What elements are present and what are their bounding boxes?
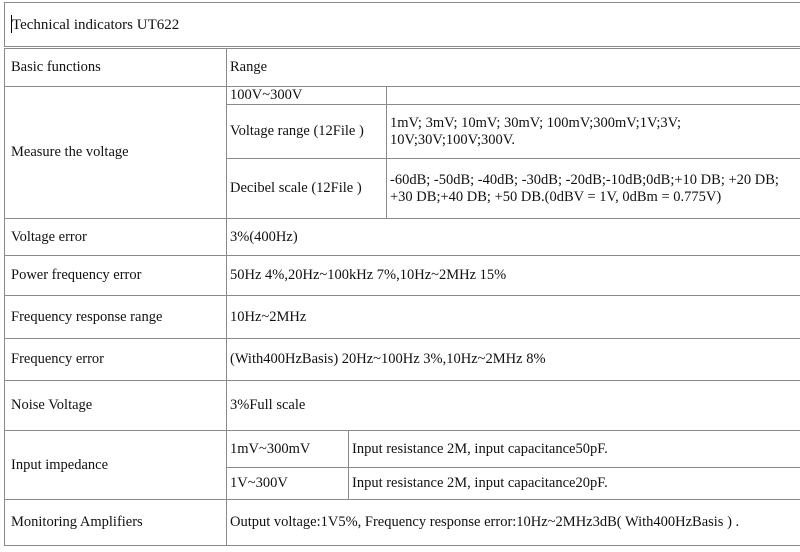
spec-table — [4, 48, 800, 546]
table-row — [5, 256, 800, 296]
sub-label: Voltage range (12File ) — [227, 105, 387, 159]
document-title: Technical indicators UT622 — [12, 17, 180, 33]
sub-label: 1V~300V — [227, 468, 349, 500]
row-value: 100V~300V — [227, 87, 387, 105]
row-value: 50Hz 4%,20Hz~100kHz 7%,10Hz~2MHz 15% — [227, 256, 800, 296]
row-value: 1mV; 3mV; 10mV; 30mV; 100mV;300mV;1V;3V; 10V;30V;100V;300V. — [387, 105, 800, 159]
sub-label: Decibel scale (12File ) — [227, 159, 387, 219]
table-row — [5, 431, 800, 468]
table-row — [5, 339, 800, 381]
row-label: Basic functions — [5, 49, 227, 87]
row-label: Power frequency error — [5, 256, 227, 296]
row-label: Input impedance — [5, 431, 227, 500]
row-label: Frequency response range — [5, 296, 227, 339]
table-row — [5, 381, 800, 431]
row-value: Range — [227, 49, 800, 87]
table-row — [5, 87, 800, 105]
table-row — [5, 219, 800, 256]
row-value: -60dB; -50dB; -40dB; -30dB; -20dB;-10dB;0dB;+10 DB; +20 DB; +30 DB;+40 DB; +50 DB.(0dBV = 1V, 0dBm = 0.775V) — [387, 159, 800, 219]
table-row — [5, 296, 800, 339]
row-value: (With400HzBasis) 20Hz~100Hz 3%,10Hz~2MHz 8% — [227, 339, 800, 381]
row-value: Input resistance 2M, input capacitance20pF. — [349, 468, 800, 500]
table-row — [5, 49, 800, 87]
title-box — [4, 2, 800, 47]
row-label: Measure the voltage — [5, 87, 227, 219]
row-label: Monitoring Amplifiers — [5, 500, 227, 546]
row-value: Output voltage:1V5%, Frequency response error:10Hz~2MHz3dB( With400HzBasis ) . — [227, 500, 800, 546]
row-label: Frequency error — [5, 339, 227, 381]
row-label: Voltage error — [5, 219, 227, 256]
row-value: Input resistance 2M, input capacitance50pF. — [349, 431, 800, 468]
row-value: 3%Full scale — [227, 381, 800, 431]
row-value: 3%(400Hz) — [227, 219, 800, 256]
row-label: Noise Voltage — [5, 381, 227, 431]
empty-cell — [387, 87, 800, 105]
sub-label: 1mV~300mV — [227, 431, 349, 468]
row-value: 10Hz~2MHz — [227, 296, 800, 339]
table-row — [5, 500, 800, 546]
